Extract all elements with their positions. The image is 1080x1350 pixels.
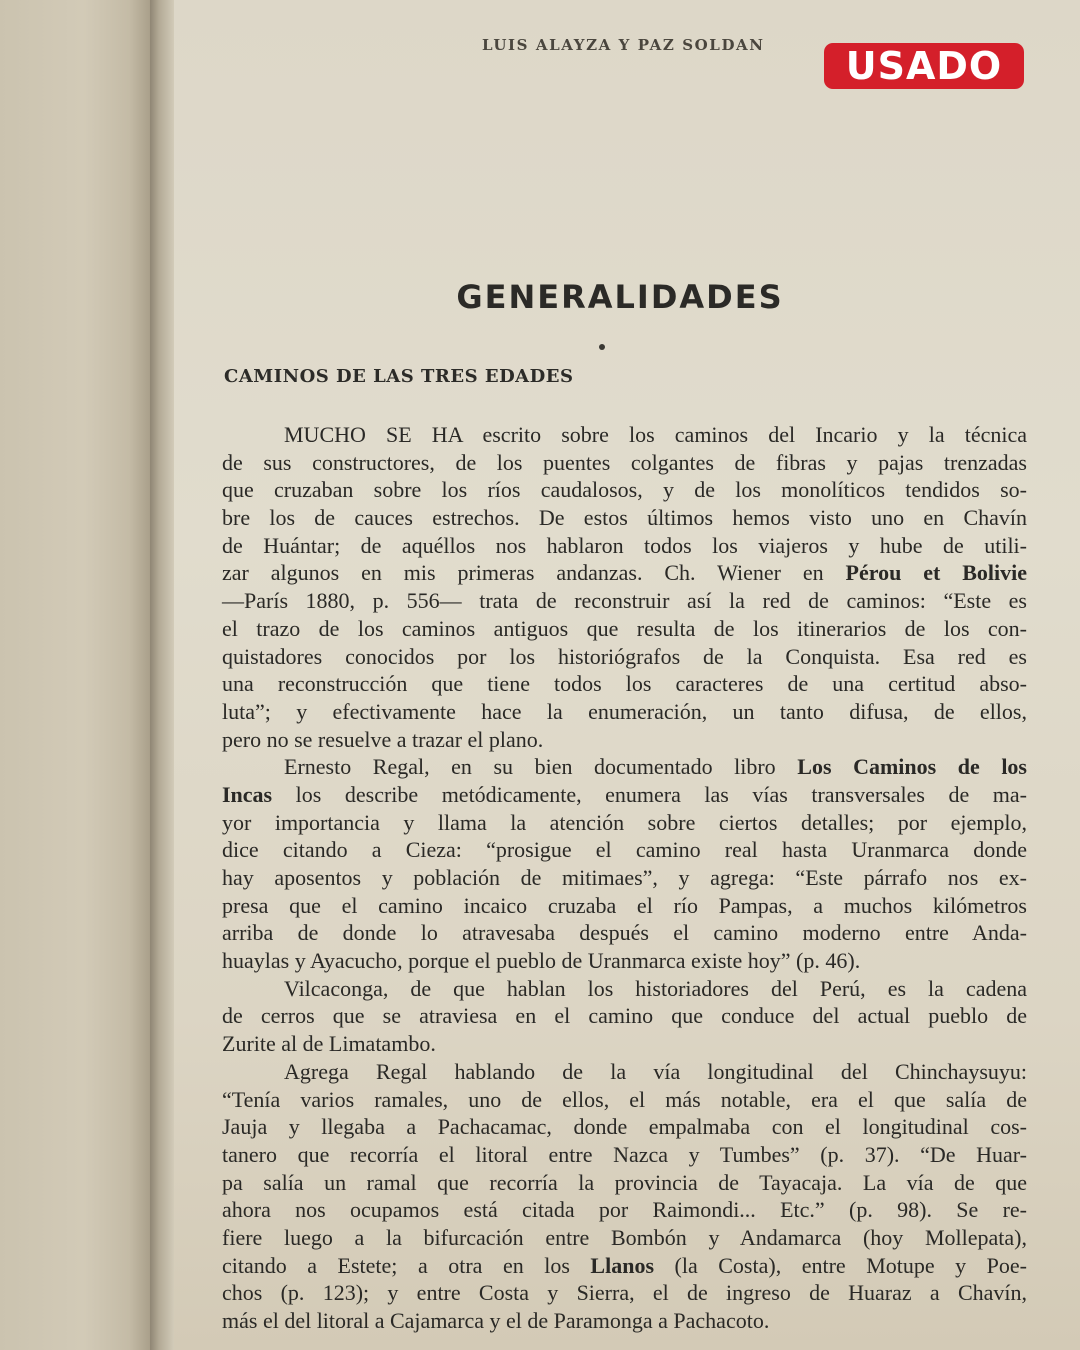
text-segment: presa que el camino incaico cruzaba el río Pampas, a muchos kilómetros (222, 892, 1027, 918)
text-segment: de sus constructores, de los puentes colgantes de fibras y pajas trenzadas (222, 449, 1027, 475)
text-line (222, 698, 1027, 726)
chapter-title: GENERALIDADES (456, 278, 784, 316)
text-segment: yor importancia y llama la atención sobre ciertos detalles; por ejemplo, (222, 809, 1027, 835)
text-line (222, 587, 1027, 615)
text-segment: Ernesto Regal, en su bien documentado libro (284, 754, 798, 780)
body-text (222, 421, 1027, 1335)
text-segment: que cruzaban sobre los ríos caudalosos, y de los monolíticos tendidos so- (222, 477, 1027, 503)
text-line (222, 1113, 1027, 1141)
text-line (222, 449, 1027, 477)
text-line (222, 947, 1027, 975)
text-segment: más el del litoral a Cajamarca y el de Paramonga a Pachacoto. (222, 1308, 770, 1333)
bold-text-segment: Incas (222, 781, 273, 807)
text-line (222, 1086, 1027, 1114)
text-segment: pa salía un ramal que recorría la provincia de Tayacaja. La vía de que (222, 1169, 1027, 1195)
text-line (222, 643, 1027, 671)
text-segment: hay aposentos y población de mitimaes”, y agrega: “Este párrafo nos ex- (222, 865, 1027, 890)
section-title: CAMINOS DE LAS TRES EDADES (224, 366, 574, 387)
bold-text-segment: Pérou et Bolivie (845, 560, 1028, 586)
text-segment: Agrega Regal hablando de la vía longitudinal del Chinchaysuyu: (284, 1058, 1027, 1084)
text-line (222, 532, 1027, 560)
text-segment: de Huántar; de aquéllos nos hablaron todos los viajeros y hube de utili- (222, 532, 1027, 558)
text-segment: Jauja y llegaba a Pachacamac, donde empalmaba con el longitudinal cos- (222, 1114, 1027, 1140)
text-segment: huaylas y Ayacucho, porque el pueblo de Uranmarca existe hoy” (p. 46). (222, 948, 861, 974)
text-line (222, 1030, 1027, 1058)
text-line (222, 864, 1027, 892)
text-line (222, 1224, 1027, 1252)
text-line (222, 559, 1027, 587)
text-line (222, 1058, 1027, 1086)
text-line (222, 892, 1027, 920)
text-segment: “Tenía varios ramales, uno de ellos, el más notable, era el que salía de (222, 1086, 1027, 1112)
text-line (222, 670, 1027, 698)
book-gutter (150, 0, 176, 1350)
text-line (222, 1141, 1027, 1169)
text-segment: dice citando a Cieza: “prosigue el camino real hasta Uranmarca donde (222, 837, 1027, 863)
bold-text-segment: Llanos (590, 1252, 655, 1278)
text-segment: Vilcaconga, de que hablan los historiadores del Perú, es la cadena (284, 975, 1027, 1001)
text-segment: zar algunos en mis primeras andanzas. Ch. Wiener en (222, 560, 846, 586)
text-line (222, 1169, 1027, 1197)
used-badge: USADO (824, 43, 1024, 89)
title-ornament-dot (599, 344, 605, 350)
text-line (222, 1307, 1027, 1335)
text-line (222, 753, 1027, 781)
text-segment: luta”; y efectivamente hace la enumeración, un tanto difusa, de ellos, (222, 698, 1027, 724)
text-line (222, 1002, 1027, 1030)
text-segment: tanero que recorría el litoral entre Nazca y Tumbes” (p. 37). “De Huar- (222, 1141, 1027, 1167)
text-segment: chos (p. 123); y entre Costa y Sierra, el de ingreso de Huaraz a Chavín, (222, 1280, 1027, 1306)
text-segment: los describe metódicamente, enumera las vías transversales de ma- (272, 781, 1027, 807)
text-segment: ahora nos ocupamos está citada por Raimondi... Etc.” (p. 98). Se re- (222, 1197, 1027, 1223)
text-line (222, 975, 1027, 1003)
text-segment: (la Costa), entre Motupe y Poe- (654, 1252, 1027, 1278)
text-segment: —París 1880, p. 556— trata de reconstruir así la red de caminos: “Este es (222, 588, 1027, 614)
text-line (222, 836, 1027, 864)
text-segment: quistadores conocidos por los historiógrafos de la Conquista. Esa red es (222, 643, 1027, 669)
text-segment: bre los de cauces estrechos. De estos últimos hemos visto uno en Chavín (222, 505, 1027, 531)
text-line (222, 421, 1027, 449)
text-segment: de cerros que se atraviesa en el camino que conduce del actual pueblo de (222, 1003, 1027, 1029)
text-segment: pero no se resuelve a trazar el plano. (222, 726, 544, 752)
text-segment: el trazo de los caminos antiguos que resulta de los itinerarios de los con- (222, 615, 1027, 641)
text-line (222, 1252, 1027, 1280)
text-segment: MUCHO SE HA escrito sobre los caminos del Incario y la técnica (284, 422, 1027, 447)
text-line (222, 781, 1027, 809)
text-line (222, 504, 1027, 532)
running-head: LUIS ALAYZA Y PAZ SOLDAN (482, 36, 765, 54)
text-line (222, 615, 1027, 643)
text-line (222, 1196, 1027, 1224)
text-segment: fiere luego a la bifurcación entre Bombón y Andamarca (hoy Mollepata), (222, 1224, 1027, 1250)
text-line (222, 1279, 1027, 1307)
text-segment: Zurite al de Limatambo. (222, 1031, 436, 1057)
text-line (222, 476, 1027, 504)
text-line (222, 726, 1027, 754)
left-page (0, 0, 152, 1350)
text-line (222, 809, 1027, 837)
text-segment: citando a Estete; a otra en los (222, 1252, 591, 1278)
text-segment: una reconstrucción que tiene todos los caracteres de una certitud abso- (222, 671, 1027, 697)
bold-text-segment: Los Caminos de los (797, 754, 1027, 780)
text-line (222, 919, 1027, 947)
text-segment: arriba de donde lo atravesaba después el camino moderno entre Anda- (222, 920, 1027, 946)
